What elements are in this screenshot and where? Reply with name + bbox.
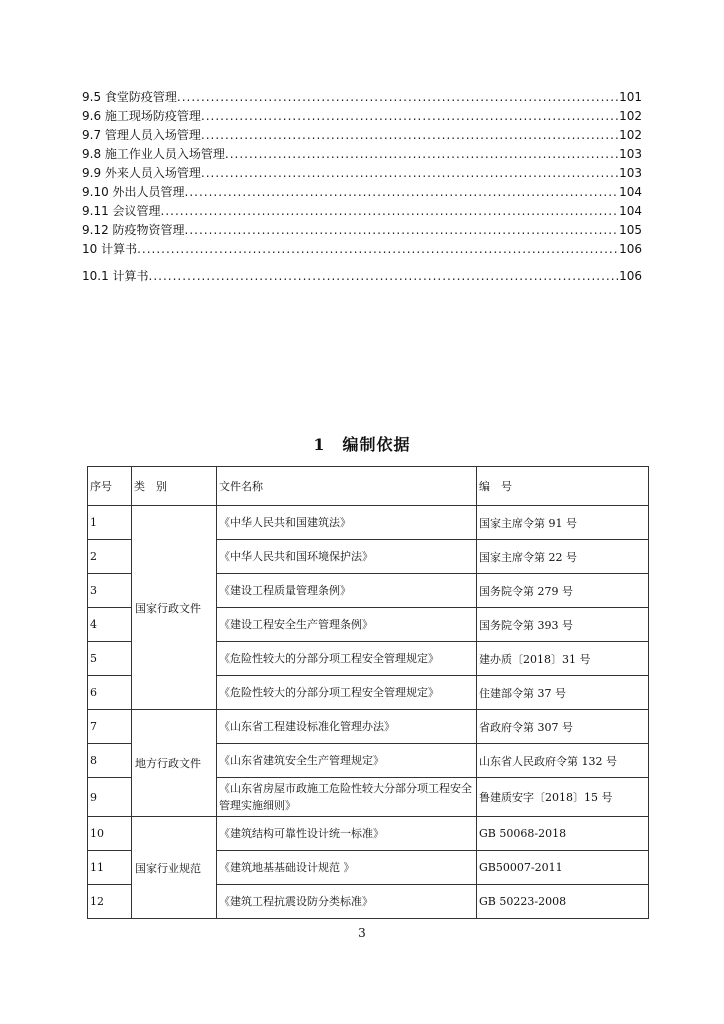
cell-number: 国家主席令第 91 号: [477, 506, 649, 540]
toc-entry-page: 101: [619, 90, 642, 104]
cell-document-name: 《危险性较大的分部分项工程安全管理规定》: [217, 676, 477, 710]
toc-entry-title: 9.12 防疫物资管理: [82, 223, 185, 237]
toc-entry[interactable]: [82, 267, 642, 286]
toc-entry-title: 10.1 计算书: [82, 269, 149, 283]
category-cell: 国家行政文件: [132, 506, 217, 710]
cell-seq: 8: [88, 744, 132, 778]
cell-document-name: 《建设工程安全生产管理条例》: [217, 608, 477, 642]
cell-number: 国务院令第 393 号: [477, 608, 649, 642]
cell-document-name: 《建筑地基基础设计规范 》: [217, 851, 477, 885]
toc-entry-page: 104: [619, 204, 642, 218]
toc-leader-dots: [177, 90, 619, 104]
toc-leader-dots: [201, 128, 619, 142]
header-number: 编 号: [477, 467, 649, 506]
cell-number: 国家主席令第 22 号: [477, 540, 649, 574]
cell-seq: 2: [88, 540, 132, 574]
table-row: [88, 817, 649, 851]
toc-entry[interactable]: [82, 240, 642, 259]
cell-seq: 9: [88, 778, 132, 817]
cell-document-name: 《山东省工程建设标准化管理办法》: [217, 710, 477, 744]
cell-document-name: 《建筑结构可靠性设计统一标准》: [217, 817, 477, 851]
page-number: 3: [358, 926, 366, 940]
toc-entry-page: 105: [619, 223, 642, 237]
toc-entry[interactable]: [82, 183, 642, 202]
category-cell: 地方行政文件: [132, 710, 217, 817]
toc-leader-dots: [185, 223, 620, 237]
toc-entry-title: 9.5 食堂防疫管理: [82, 90, 177, 104]
compilation-basis-table: [87, 466, 649, 919]
toc-leader-dots: [137, 242, 619, 256]
cell-number: 鲁建质安字〔2018〕15 号: [477, 778, 649, 817]
toc-entry-title: 9.11 会议管理: [82, 204, 161, 218]
cell-document-name: 《危险性较大的分部分项工程安全管理规定》: [217, 642, 477, 676]
cell-seq: 6: [88, 676, 132, 710]
table-row: [88, 710, 649, 744]
cell-document-name: 《山东省建筑安全生产管理规定》: [217, 744, 477, 778]
toc-entry-page: 104: [619, 185, 642, 199]
toc-entry-title: 9.7 管理人员入场管理: [82, 128, 201, 142]
cell-document-name: 《山东省房屋市政施工危险性较大分部分项工程安全管理实施细则》: [217, 778, 477, 817]
cell-seq: 10: [88, 817, 132, 851]
toc-entry-title: 9.9 外来人员入场管理: [82, 166, 201, 180]
toc-entry-page: 103: [619, 147, 642, 161]
toc-entry-page: 102: [619, 128, 642, 142]
cell-seq: 11: [88, 851, 132, 885]
cell-number: 省政府令第 307 号: [477, 710, 649, 744]
toc-leader-dots: [161, 204, 620, 218]
toc-entry[interactable]: [82, 107, 642, 126]
cell-seq: 3: [88, 574, 132, 608]
cell-number: GB 50068-2018: [477, 817, 649, 851]
toc-entry-page: 102: [619, 109, 642, 123]
toc-entry-title: 10 计算书: [82, 242, 138, 256]
header-category: 类 别: [132, 467, 217, 506]
cell-number: 国务院令第 279 号: [477, 574, 649, 608]
cell-seq: 12: [88, 885, 132, 919]
cell-document-name: 《建设工程质量管理条例》: [217, 574, 477, 608]
toc-entry-title: 9.10 外出人员管理: [82, 185, 185, 199]
toc-leader-dots: [225, 147, 619, 161]
cell-number: 住建部令第 37 号: [477, 676, 649, 710]
cell-document-name: 《中华人民共和国环境保护法》: [217, 540, 477, 574]
toc-entry-title: 9.8 施工作业人员入场管理: [82, 147, 225, 161]
cell-seq: 5: [88, 642, 132, 676]
toc-leader-dots: [201, 109, 619, 123]
cell-number: 山东省人民政府令第 132 号: [477, 744, 649, 778]
cell-number: 建办质〔2018〕31 号: [477, 642, 649, 676]
toc-entry[interactable]: [82, 126, 642, 145]
category-cell: 国家行业规范: [132, 817, 217, 919]
section-heading: 1 编制依据: [313, 435, 411, 454]
toc-entry[interactable]: [82, 202, 642, 221]
table-of-contents: [82, 88, 642, 286]
toc-entry[interactable]: [82, 221, 642, 240]
table-header-row: [88, 467, 649, 506]
cell-seq: 4: [88, 608, 132, 642]
cell-document-name: 《建筑工程抗震设防分类标准》: [217, 885, 477, 919]
table-row: [88, 506, 649, 540]
toc-entry-title: 9.6 施工现场防疫管理: [82, 109, 201, 123]
header-seq: 序号: [88, 467, 132, 506]
toc-entry[interactable]: [82, 88, 642, 107]
toc-entry-page: 103: [619, 166, 642, 180]
toc-leader-dots: [201, 166, 619, 180]
cell-seq: 1: [88, 506, 132, 540]
toc-entry[interactable]: [82, 145, 642, 164]
toc-leader-dots: [149, 269, 620, 283]
cell-seq: 7: [88, 710, 132, 744]
toc-leader-dots: [185, 185, 620, 199]
cell-number: GB50007-2011: [477, 851, 649, 885]
header-document-name: 文件名称: [217, 467, 477, 506]
toc-entry-page: 106: [619, 242, 642, 256]
cell-document-name: 《中华人民共和国建筑法》: [217, 506, 477, 540]
toc-entry[interactable]: [82, 164, 642, 183]
toc-entry-page: 106: [619, 269, 642, 283]
cell-number: GB 50223-2008: [477, 885, 649, 919]
